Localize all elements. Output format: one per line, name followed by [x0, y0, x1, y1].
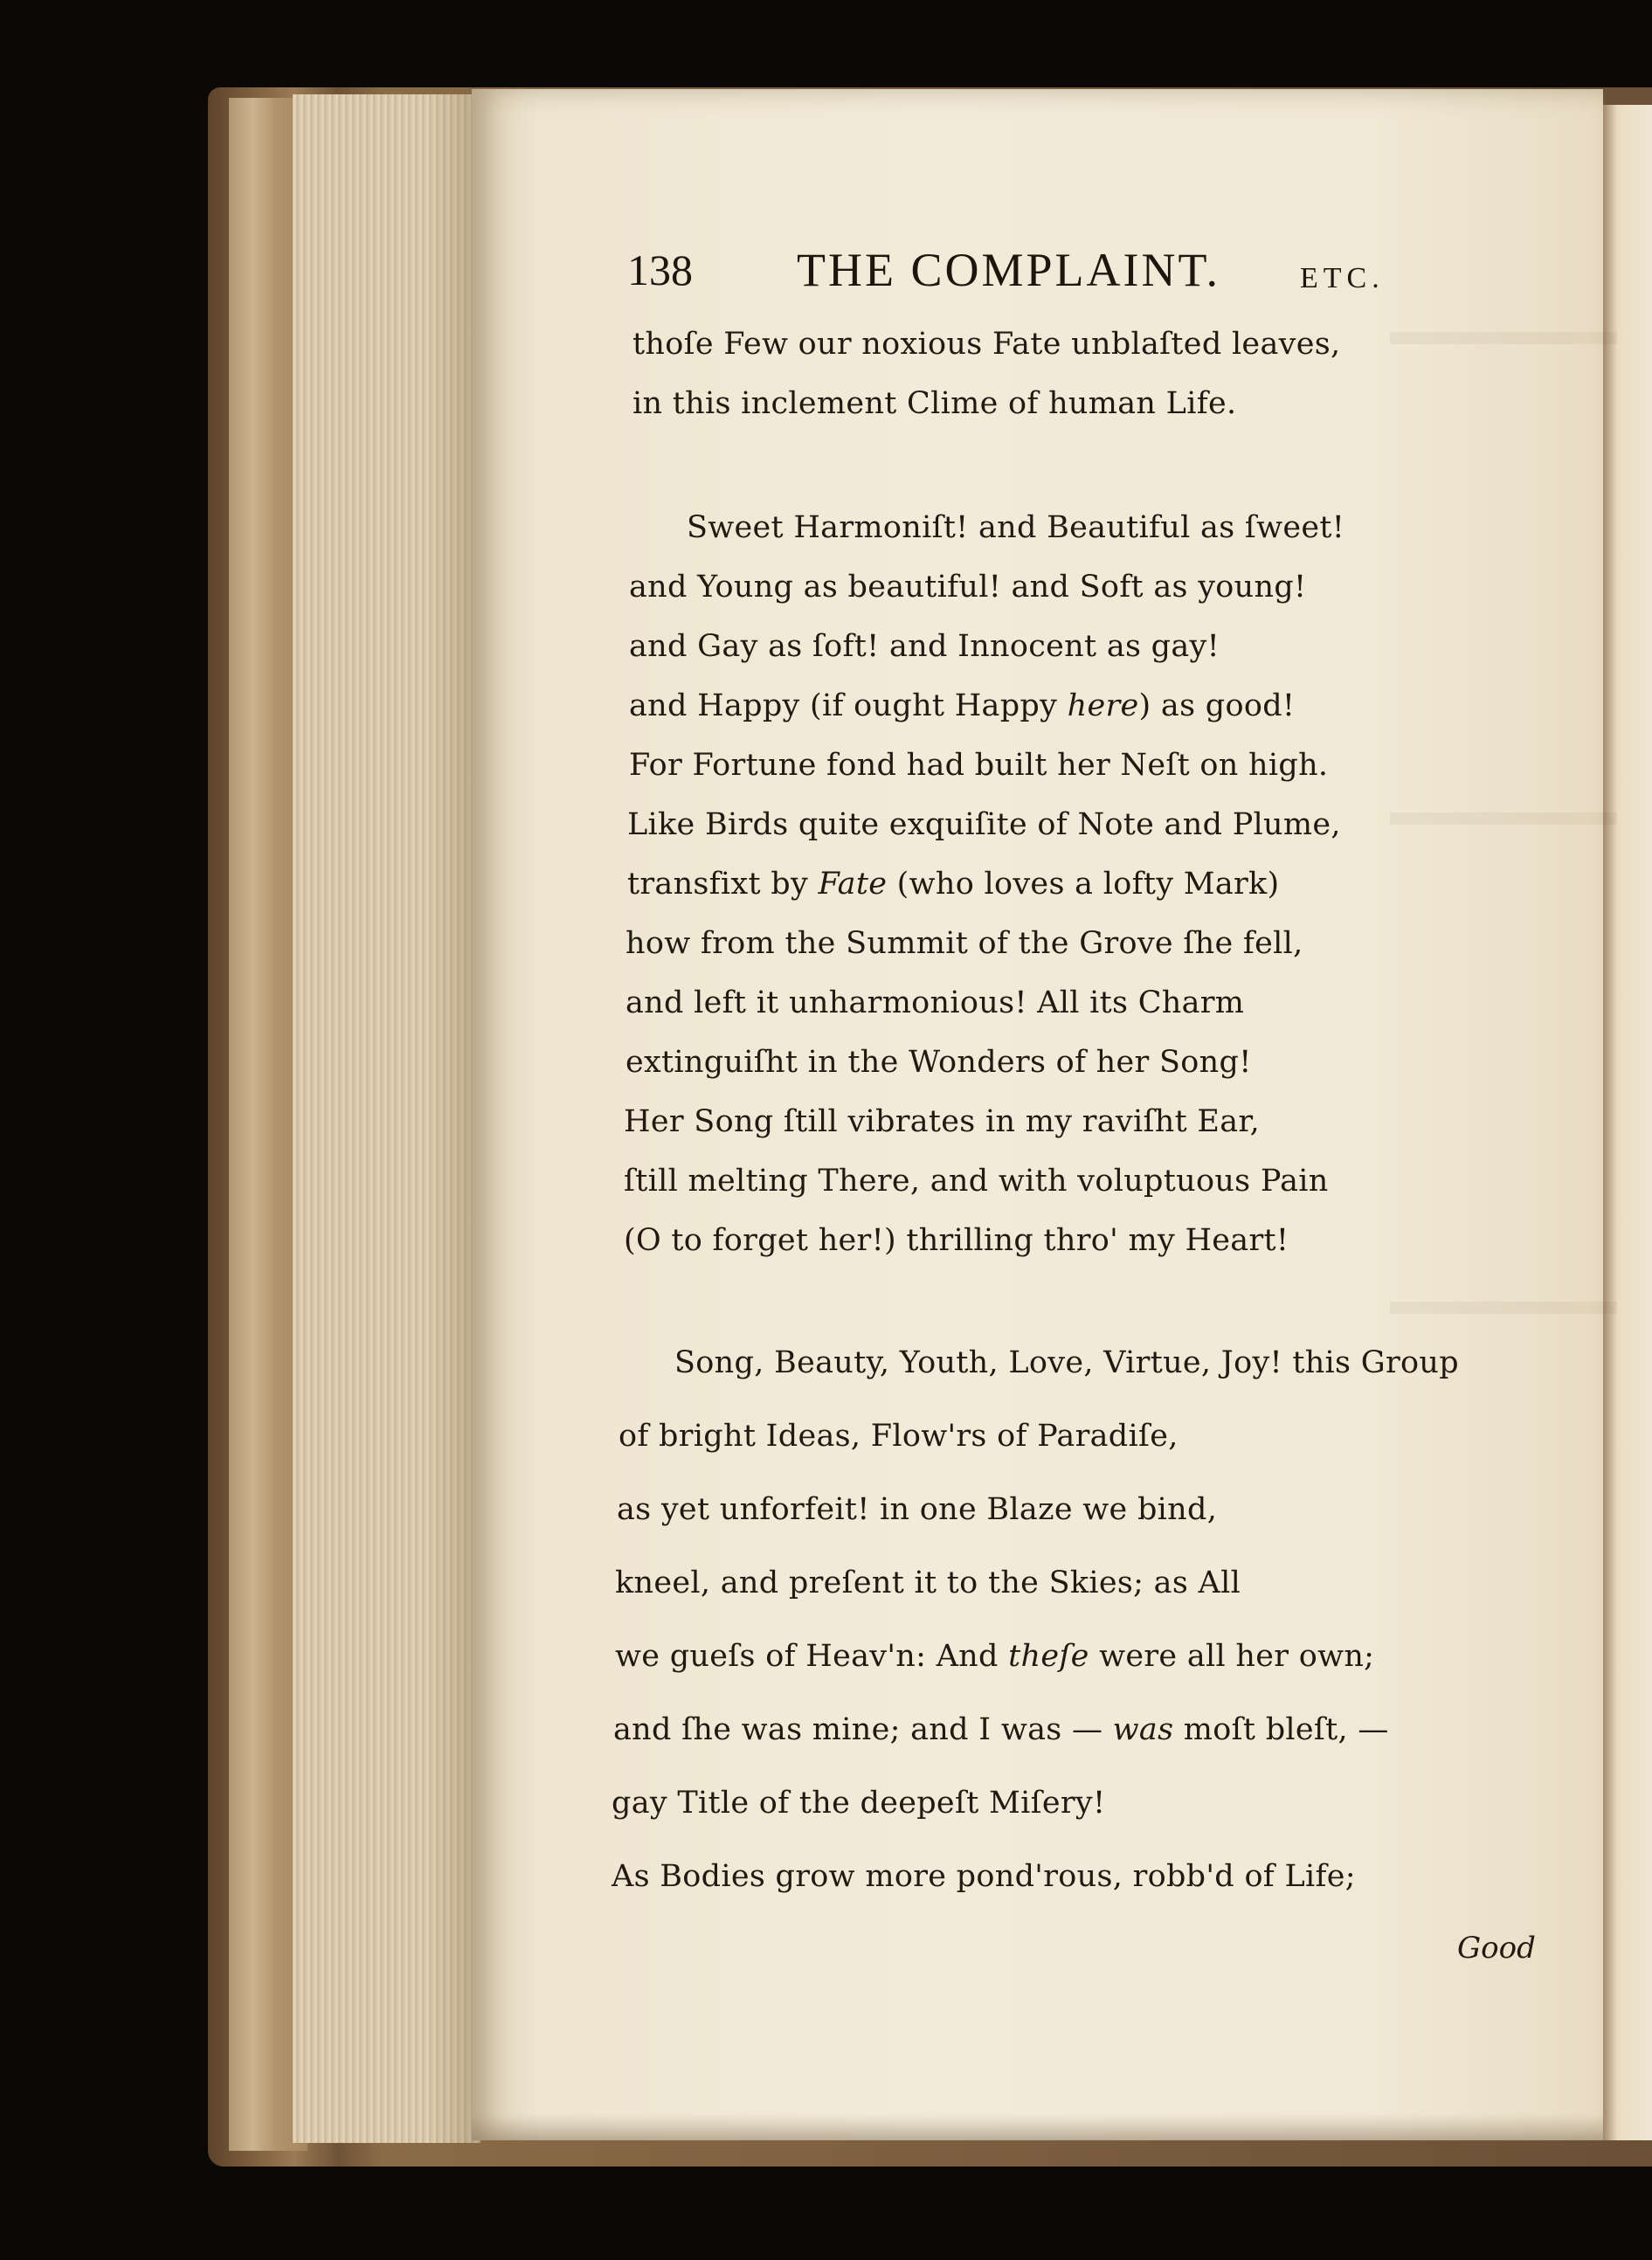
text-line: [615, 1639, 1374, 1674]
text-line: [613, 1712, 1389, 1747]
text-line: [627, 867, 1280, 902]
text-line: Sweet Harmoniſt! and Beautiful as ſweet!: [687, 510, 1345, 545]
text-span: ) as good!: [1138, 688, 1296, 723]
italic-word: Fate: [818, 867, 888, 902]
text-span: we gueſs of Heav'n: And: [615, 1639, 1009, 1674]
italic-word: here: [1067, 688, 1139, 723]
bleed-through-mark: [1390, 1302, 1617, 1314]
text-line: thoſe Few our noxious Fate unblaſted leaves,: [632, 327, 1341, 362]
text-line: [629, 688, 1295, 723]
text-span: transfixt by: [627, 867, 819, 902]
text-line: Her Song ſtill vibrates in my raviſht Ear,: [624, 1104, 1260, 1139]
text-line: and left it unharmonious! All its Charm: [626, 985, 1245, 1020]
text-line: of bright Ideas, Flow'rs of Paradiſe,: [619, 1419, 1179, 1454]
text-line: and Gay as ſoft! and Innocent as gay!: [629, 629, 1220, 664]
facing-page-edge: [1599, 105, 1652, 2140]
catchword: Good: [1457, 1931, 1536, 1966]
text-span: and Happy (if ought Happy: [629, 688, 1068, 723]
text-line: as yet unforfeit! in one Blaze we bind,: [617, 1492, 1218, 1527]
italic-word: was: [1112, 1712, 1174, 1747]
text-line: gay Title of the deepeſt Miſery!: [612, 1786, 1106, 1821]
text-line: how from the Summit of the Grove ſhe fell,: [626, 926, 1303, 961]
text-line: and Young as beautiful! and Soft as young!: [629, 570, 1307, 605]
text-span: and ſhe was mine; and I was —: [613, 1712, 1113, 1747]
running-title-suffix: ETC.: [1300, 262, 1385, 294]
text-span: moſt bleſt, —: [1173, 1712, 1389, 1747]
text-line: (O to forget her!) thrilling thro' my Heart!: [624, 1223, 1289, 1258]
bleed-through-mark: [1390, 812, 1617, 825]
page-number: 138: [627, 245, 693, 294]
text-line: For Fortune fond had built her Neſt on high.: [629, 748, 1329, 783]
text-span: (who loves a lofty Mark): [887, 867, 1280, 902]
text-line: in this inclement Clime of human Life.: [632, 386, 1237, 421]
text-line: kneel, and preſent it to the Skies; as All: [615, 1565, 1241, 1600]
text-line: ſtill melting There, and with voluptuous Pain: [624, 1164, 1329, 1199]
page-bottom-shadow: [472, 2114, 1603, 2140]
italic-word: theſe: [1008, 1639, 1089, 1674]
text-line: Like Birds quite exquiſite of Note and Plume,: [627, 807, 1341, 842]
text-line: Song, Beauty, Youth, Love, Virtue, Joy! this Group: [674, 1345, 1459, 1380]
running-title: THE COMPLAINT.: [797, 244, 1220, 296]
text-line: As Bodies grow more pond'rous, robb'd of Life;: [612, 1859, 1356, 1894]
text-line: extinguiſht in the Wonders of her Song!: [626, 1045, 1252, 1080]
text-span: were all her own;: [1089, 1639, 1375, 1674]
bleed-through-mark: [1390, 332, 1617, 344]
